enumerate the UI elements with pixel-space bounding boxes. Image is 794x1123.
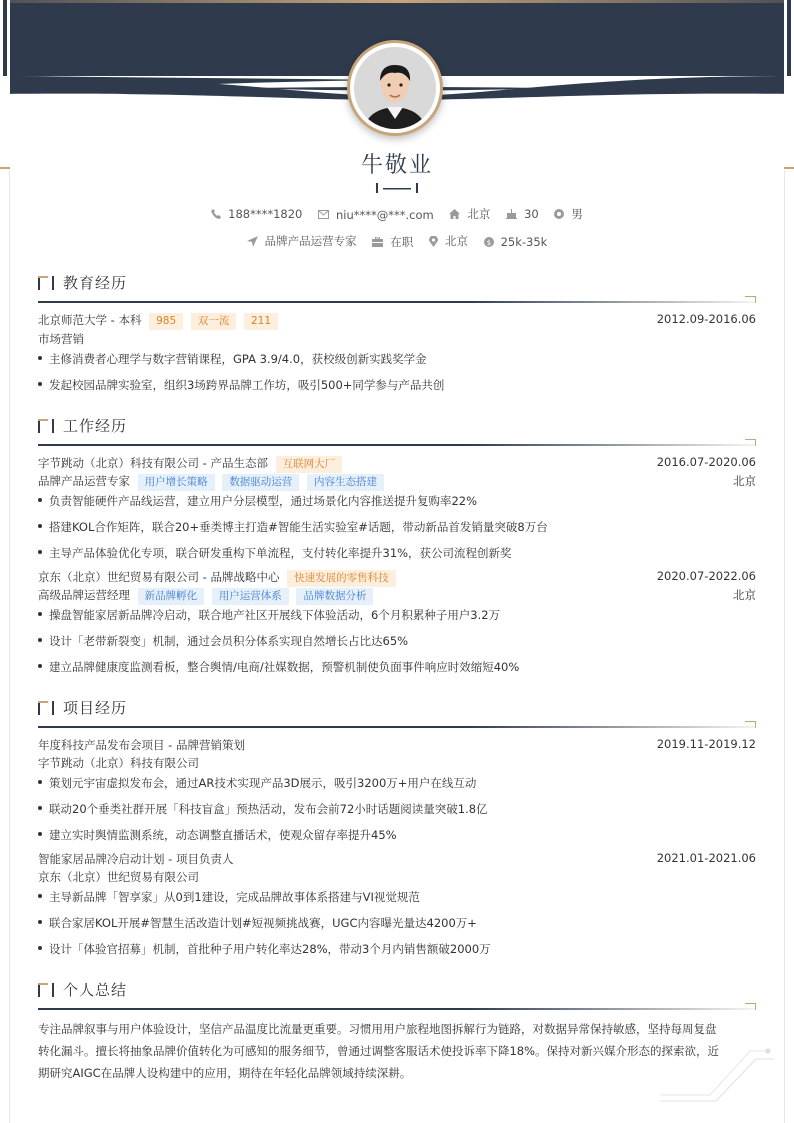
email-item	[318, 208, 434, 222]
work-section	[38, 415, 756, 674]
city-text: 北京	[467, 207, 491, 221]
summary-line: 转化漏斗。擅长将抽象品牌价值转化为可感知的服务细节，曾通过调整客服话术使投诉率下降18%。保持对新兴媒介形态的探索欲，近	[38, 1044, 720, 1058]
status-item	[372, 234, 413, 250]
position-text: 品牌产品运营专家	[38, 474, 130, 488]
section-divider-end	[745, 721, 756, 728]
send-icon	[247, 236, 258, 247]
summary-line: 专注品牌叙事与用户体验设计，坚信产品温度比流量更重要。习惯用用户旅程地图拆解行为链路，对数据异常保持敏感，坚持每周复盘	[38, 1022, 717, 1036]
work-heading	[38, 415, 756, 439]
target-city-item	[429, 233, 468, 249]
education-title: 教育经历	[63, 274, 128, 292]
major-text: 市场营销	[38, 332, 84, 346]
education-header-row	[38, 312, 756, 330]
city-item	[449, 206, 490, 222]
list-item: 联合家居KOL开展#智慧生活改造计划#短视频挑战赛，UGC内容曝光量达4200万+	[38, 915, 756, 931]
project-heading	[38, 697, 756, 721]
project-name: 智能家居品牌冷启动计划 - 项目负责人	[38, 852, 234, 866]
summary-text	[38, 1018, 756, 1084]
summary-section	[38, 979, 756, 1003]
gender-icon	[554, 209, 564, 219]
school-name: 北京师范大学 - 本科	[38, 313, 142, 327]
position-row	[38, 587, 756, 605]
education-date: 2012.09-2016.06	[656, 312, 756, 326]
position-text: 高级品牌运营经理	[38, 588, 130, 602]
company-name: 字节跳动（北京）科技有限公司 - 产品生态部	[38, 456, 268, 470]
list-item: 发起校园品牌实验室，组织3场跨界品牌工作坊，吸引500+同学参与产品共创	[38, 377, 756, 393]
location-icon	[429, 236, 438, 247]
job-info-row	[0, 233, 794, 250]
home-icon	[449, 209, 460, 219]
target-city-text: 北京	[444, 234, 468, 248]
list-item: 主导产品体验优化专项，联合研发重构下单流程，支付转化率提升31%，获公司流程创新奖	[38, 545, 756, 561]
corner-decoration	[656, 1035, 776, 1105]
list-item: 建立品牌健康度监测看板，整合舆情/电商/社媒数据，预警机制使负面事件响应时效缩短40%	[38, 659, 756, 675]
section-divider	[38, 1008, 756, 1010]
education-heading	[38, 272, 756, 296]
education-tag: 双一流	[191, 313, 237, 330]
summary-line: 期研究AIGC在品牌人设构建中的应用，期待在年轻化品牌领域持续深耕。	[38, 1066, 412, 1080]
avatar	[347, 40, 443, 136]
work-date: 2016.07-2020.06	[656, 455, 756, 469]
education-tag: 985	[149, 313, 183, 330]
project-date: 2021.01-2021.06	[656, 851, 756, 865]
skill-tag: 用户运营体系	[212, 588, 289, 605]
company-tag: 快速发展的零售科技	[287, 570, 396, 587]
work-location: 北京	[733, 588, 756, 602]
section-divider-end	[745, 1003, 756, 1010]
phone-icon	[211, 209, 221, 219]
section-bracket-icon	[38, 983, 56, 997]
skill-tag: 新品牌孵化	[138, 588, 205, 605]
project-name: 年度科技产品发布会项目 - 品牌营销策划	[38, 738, 245, 752]
skill-tag: 数据驱动运营	[222, 474, 299, 491]
project-date: 2019.11-2019.12	[656, 737, 756, 751]
section-divider	[38, 726, 756, 728]
work-header-row	[38, 455, 756, 473]
job-title-text: 品牌产品运营专家	[264, 234, 357, 248]
summary-heading	[38, 979, 756, 1003]
candidate-name: 牛敬业	[360, 153, 433, 178]
education-tag: 211	[244, 313, 278, 330]
section-bracket-icon	[38, 276, 56, 290]
work-date: 2020.07-2022.06	[656, 569, 756, 583]
section-divider	[38, 444, 756, 446]
email-text: niu****@***.com	[336, 207, 434, 222]
position-row	[38, 473, 756, 491]
project-org: 京东（北京）世纪贸易有限公司	[38, 870, 199, 884]
project-org: 字节跳动（北京）科技有限公司	[38, 756, 199, 770]
list-item: 联动20个垂类社群开展「科技盲盒」预热活动，发布会前72小时话题阅读量突破1.8亿	[38, 801, 756, 817]
education-section	[38, 272, 756, 392]
list-item: 负责智能硬件产品线运营，建立用户分层模型，通过场景化内容推送提升复购率22%	[38, 493, 756, 509]
svg-text:$: $	[486, 238, 491, 247]
project-header-row	[38, 851, 756, 867]
list-item: 搭建KOL合作矩阵，联合20+垂类博主打造#智能生活实验室#话题，带动新品首发销量突破8万台	[38, 519, 756, 535]
work-title: 工作经历	[63, 417, 128, 435]
company-tag: 互联网大厂	[276, 456, 343, 473]
work-header-row	[38, 569, 756, 587]
company-name: 京东（北京）世纪贸易有限公司 - 品牌战略中心	[38, 570, 280, 584]
project-org-row	[38, 755, 756, 771]
section-divider-end	[745, 296, 756, 303]
project-title: 项目经历	[63, 699, 128, 717]
list-item: 操盘智能家居新品牌冷启动，联合地产社区开展线下体验活动，6个月积累种子用户3.2万	[38, 607, 756, 623]
phone-text: 188****1820	[228, 207, 303, 221]
summary-title: 个人总结	[63, 981, 128, 999]
salary-item	[484, 235, 548, 249]
money-icon	[484, 237, 494, 247]
project-section	[38, 697, 756, 956]
phone-item	[211, 207, 302, 221]
major-row	[38, 331, 756, 347]
skill-tag: 用户增长策略	[138, 474, 215, 491]
status-text: 在职	[390, 234, 414, 249]
age-item	[506, 207, 539, 221]
gender-text: 男	[571, 207, 583, 221]
section-bracket-icon	[38, 701, 56, 715]
briefcase-icon	[372, 237, 383, 247]
contact-info-row	[0, 206, 794, 222]
skill-tag: 内容生态搭建	[307, 474, 384, 491]
gender-item	[554, 206, 583, 222]
section-bracket-icon	[38, 419, 56, 433]
list-item: 建立实时舆情监测系统，动态调整直播话术，使观众留存率提升45%	[38, 827, 756, 843]
name-divider	[376, 182, 418, 194]
salary-text: 25k-35k	[500, 234, 548, 249]
project-org-row	[38, 869, 756, 885]
list-item: 主导新品牌「智享家」从0到1建设，完成品牌故事体系搭建与VI视觉规范	[38, 889, 756, 905]
mail-icon	[318, 210, 329, 219]
project-header-row	[38, 737, 756, 753]
list-item: 设计「体验官招募」机制，首批种子用户转化率达28%，带动3个月内销售额破2000万	[38, 941, 756, 957]
skill-tag: 品牌数据分析	[296, 588, 373, 605]
work-location: 北京	[733, 474, 756, 488]
job-title-item	[247, 233, 357, 249]
left-border-line	[9, 170, 10, 1123]
cake-icon	[506, 209, 517, 219]
list-item: 设计「老带新裂变」机制，通过会员积分体系实现自然增长占比达65%	[38, 633, 756, 649]
list-item: 主修消费者心理学与数字营销课程，GPA 3.9/4.0，获校级创新实践奖学金	[38, 351, 756, 367]
section-divider-end	[745, 439, 756, 446]
section-divider	[38, 301, 756, 303]
age-text: 30	[524, 207, 539, 221]
list-item: 策划元宇宙虚拟发布会，通过AR技术实现产品3D展示，吸引3200万+用户在线互动	[38, 775, 756, 791]
right-border-line	[784, 170, 785, 1123]
